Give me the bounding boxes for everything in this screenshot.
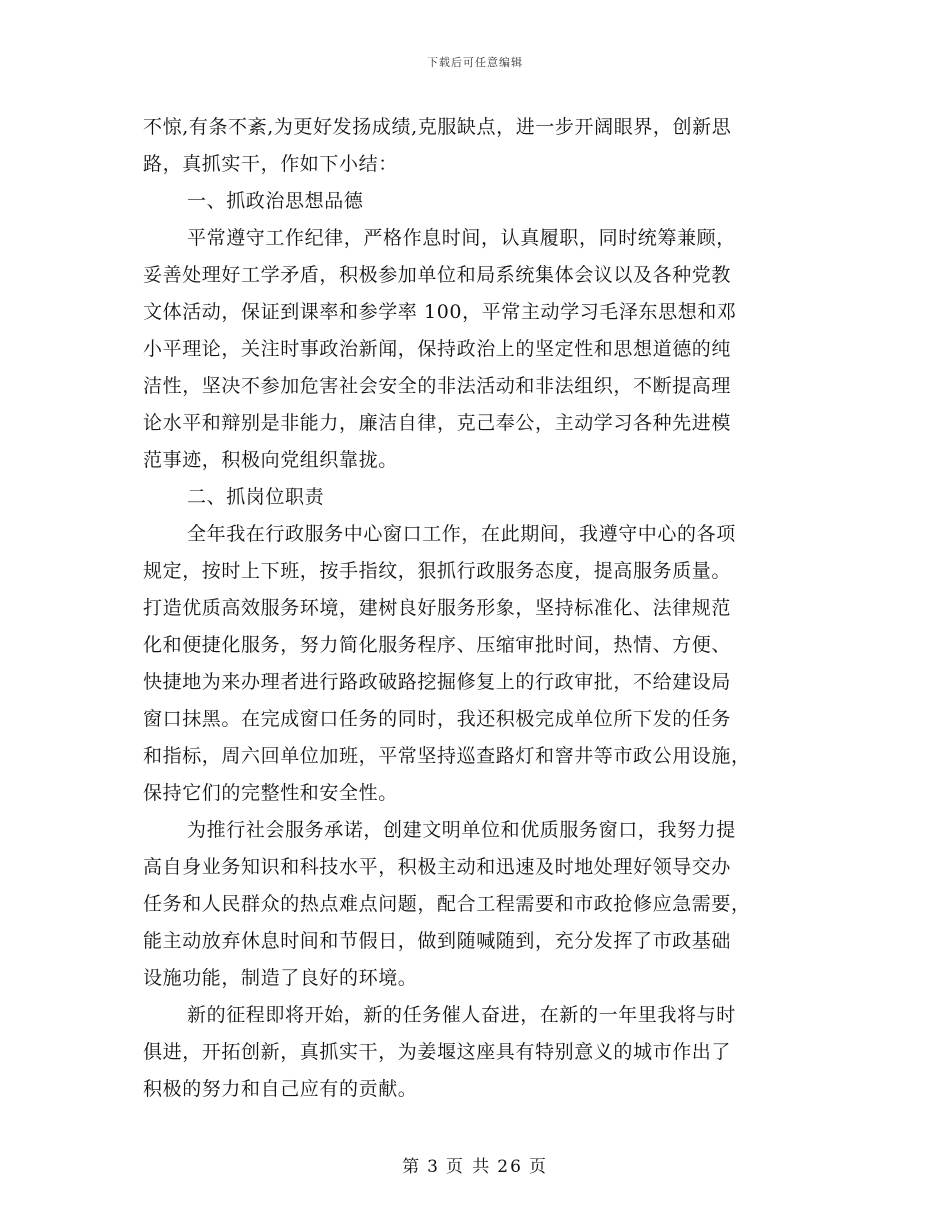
- text-line: 一、抓政治思想品德: [187, 190, 364, 212]
- text-line: 新的征程即将开始，新的任务催人奋进，在新的一年里我将与时: [187, 1004, 736, 1026]
- footer-suffix: 页: [528, 1157, 548, 1177]
- text-line: 路，真抓实干，作如下小结：: [143, 153, 398, 175]
- text-line: 快捷地为来办理者进行路政破路挖掘修复上的行政审批，不给建设局: [143, 671, 732, 693]
- text-line: 高自身业务知识和科技水平，积极主动和迅速及时地处理好领导交办: [143, 856, 732, 878]
- text-line: 洁性，坚决不参加危害社会安全的非法活动和非法组织，不断提高理: [143, 375, 732, 397]
- text-line: 化和便捷化服务，努力简化服务程序、压缩审批时间，热情、方便、: [143, 634, 732, 656]
- text-line: 范事迹，积极向党组织靠拢。: [143, 449, 398, 471]
- text-line: 小平理论，关注时事政治新闻，保持政治上的坚定性和思想道德的纯: [143, 338, 732, 360]
- footer-page-current: 3: [427, 1157, 440, 1177]
- text-line: 不惊,有条不紊,为更好发扬成绩,克服缺点，进一步开阔眼界，创新思: [143, 116, 732, 138]
- text-line: 窗口抹黑。在完成窗口任务的同时，我还积极完成单位所下发的任务: [143, 708, 732, 730]
- text-line: 设施功能，制造了良好的环境。: [143, 967, 418, 989]
- text-line: 打造优质高效服务环境，建树良好服务形象，坚持标准化、法律规范: [143, 597, 732, 619]
- text-line: 保持它们的完整性和安全性。: [143, 782, 398, 804]
- text-line: 妥善处理好工学矛盾，积极参加单位和局系统集体会议以及各种党教: [143, 264, 732, 286]
- footer-prefix: 第: [402, 1157, 422, 1177]
- page-footer: [0, 1152, 950, 1177]
- document-body: [143, 109, 808, 1108]
- text-line: 二、抓岗位职责: [187, 486, 325, 508]
- text-line: 为推行社会服务承诺，创建文明单位和优质服务窗口，我努力提: [187, 819, 736, 841]
- text-line: 全年我在行政服务中心窗口工作，在此期间，我遵守中心的各项: [187, 523, 736, 545]
- text-line: 规定，按时上下班，按手指纹，狠抓行政服务态度，提高服务质量。: [143, 560, 732, 582]
- text-line: 文体活动，保证到课率和参学率 100，平常主动学习毛泽东思想和邓: [143, 301, 737, 323]
- text-line: 和指标，周六回单位加班，平常坚持巡查路灯和窨井等市政公用设施，: [143, 745, 751, 767]
- footer-page-total: 26: [497, 1157, 523, 1177]
- page-header: 下载后可任意编辑: [427, 56, 523, 69]
- text-line: 俱进，开拓创新，真抓实干，为姜堰这座具有特别意义的城市作出了: [143, 1041, 732, 1063]
- text-line: 任务和人民群众的热点难点问题，配合工程需要和市政抢修应急需要，: [143, 893, 751, 915]
- footer-middle: 页 共: [445, 1157, 492, 1177]
- text-line: 论水平和辩别是非能力，廉洁自律，克己奉公，主动学习各种先进模: [143, 412, 732, 434]
- text-line: 能主动放弃休息时间和节假日，做到随喊随到，充分发挥了市政基础: [143, 930, 732, 952]
- text-line: 平常遵守工作纪律，严格作息时间，认真履职，同时统筹兼顾，: [187, 227, 736, 249]
- text-line: 积极的努力和自己应有的贡献。: [143, 1078, 418, 1100]
